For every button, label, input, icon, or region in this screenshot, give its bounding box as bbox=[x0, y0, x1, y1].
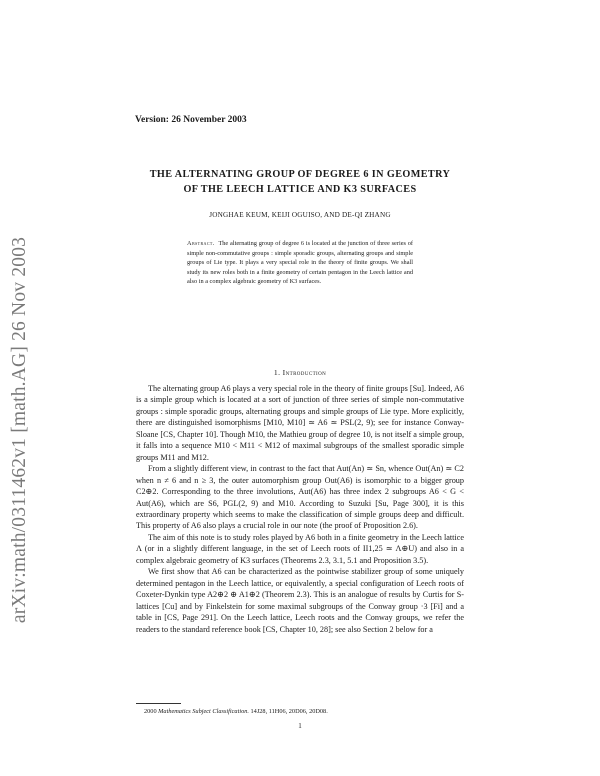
section-heading-introduction: 1. Introduction bbox=[273, 368, 327, 377]
abstract-label: Abstract. bbox=[187, 240, 215, 247]
page-number: 1 bbox=[298, 722, 302, 730]
title-line-1: THE ALTERNATING GROUP OF DEGREE 6 IN GEOMETRY bbox=[149, 169, 451, 180]
abstract-text: The alternating group of degree 6 is located at the junction of three series of simple non-commutative groups : simple sporadic groups, alternating groups and simple groups of Lie type. It plays a very special role in the theory of finite groups. We shall study its new roles both in a finite geometry of certain pentagon in the Leech lattice and also in a complex algebraic geometry of K3 surfaces. bbox=[187, 240, 413, 286]
footnote-label: Mathematics Subject Classification. bbox=[158, 708, 249, 715]
paragraph: The alternating group A6 plays a very special role in the theory of finite groups [Su]. Indeed, A6 is a simple group which is located at a sort of junction of three series of simple non-commutative groups : simple sporadic groups, alternating groups and simple groups of Lie type. More explicitly, there are distinguished isomorphisms [M10, M10] ≃ A6 ≃ PSL(2, 9); see for instance Conway-Sloane [CS, Chapter 10]. Though M10, the Mathieu group of degree 10, is not itself a simple group, it falls into a sequence M10 < M11 < M12 of maximal subgroups of the smallest sporadic simple groups M11 and M12. bbox=[136, 384, 464, 462]
footnote-divider bbox=[136, 703, 181, 704]
abstract bbox=[187, 239, 413, 287]
paragraph: The aim of this note is to study roles played by A6 both in a finite geometry in the Leech lattice Λ (or in a slightly different language, in the set of Leech roots of II1,25 ≃ Λ⊕U) and also in a complex algebraic geometry of K3 surfaces (Theorems 2.3, 3.1, 5.1 and Proposition 3.5). bbox=[136, 532, 464, 565]
arxiv-identifier-stamp bbox=[0, 0, 40, 776]
title-line-2: OF THE LEECH LATTICE AND K3 SURFACES bbox=[183, 184, 417, 195]
paragraph: From a slightly different view, in contrast to the fact that Aut(An) ≃ Sn, whence Out(An) ≃ C2 when n ≠ 6 and n ≥ 3, the outer automorphism group Out(A6) is isomorphic to a bigger group C2⊕2. Corresponding to the three involutions, Aut(A6) has three index 2 subgroups A6 < G < Aut(A6), which are S6, PGL(2, 9) and M10. According to Suzuki [Su, Page 300], it is this extraordinary property which seems to make the classification of simple groups deep and difficult. This property of A6 also plays a crucial role in our note (the proof of Proposition 2.6). bbox=[136, 464, 464, 531]
version-date: Version: 26 November 2003 bbox=[135, 115, 247, 125]
footnote-year: 2000 bbox=[144, 708, 157, 715]
footnote-codes: 14J28, 11H06, 20D06, 20D08. bbox=[250, 708, 328, 715]
paper-title bbox=[130, 167, 470, 197]
paragraph: We first show that A6 can be characterized as the pointwise stabilizer group of some uniquely determined pentagon in the Leech lattice, or equivalently, a special configuration of Leech roots of Coxeter-Dynkin type A2⊕2 ⊕ A1⊕2 (Theorem 2.3). This is an analogue of results by Curtis for S-lattices [Cu] and by Finkelstein for some maximal subgroups of the Conway group ·3 [Fi] and a table in [CS, Page 291]. On the Leech lattice, Leech roots and the Conway groups, we refer the readers to the standard reference book [CS, Chapter 10, 28]; see also Section 2 below for a bbox=[136, 567, 464, 634]
arxiv-identifier-text: arXiv:math/0311462v1 [math.AG] 26 Nov 2003 bbox=[9, 236, 30, 624]
footnote-msc bbox=[144, 708, 328, 715]
author-list: JONGHAE KEUM, KEIJI OGUISO, AND DE-QI ZHANG bbox=[209, 211, 391, 219]
introduction-body bbox=[136, 383, 464, 635]
